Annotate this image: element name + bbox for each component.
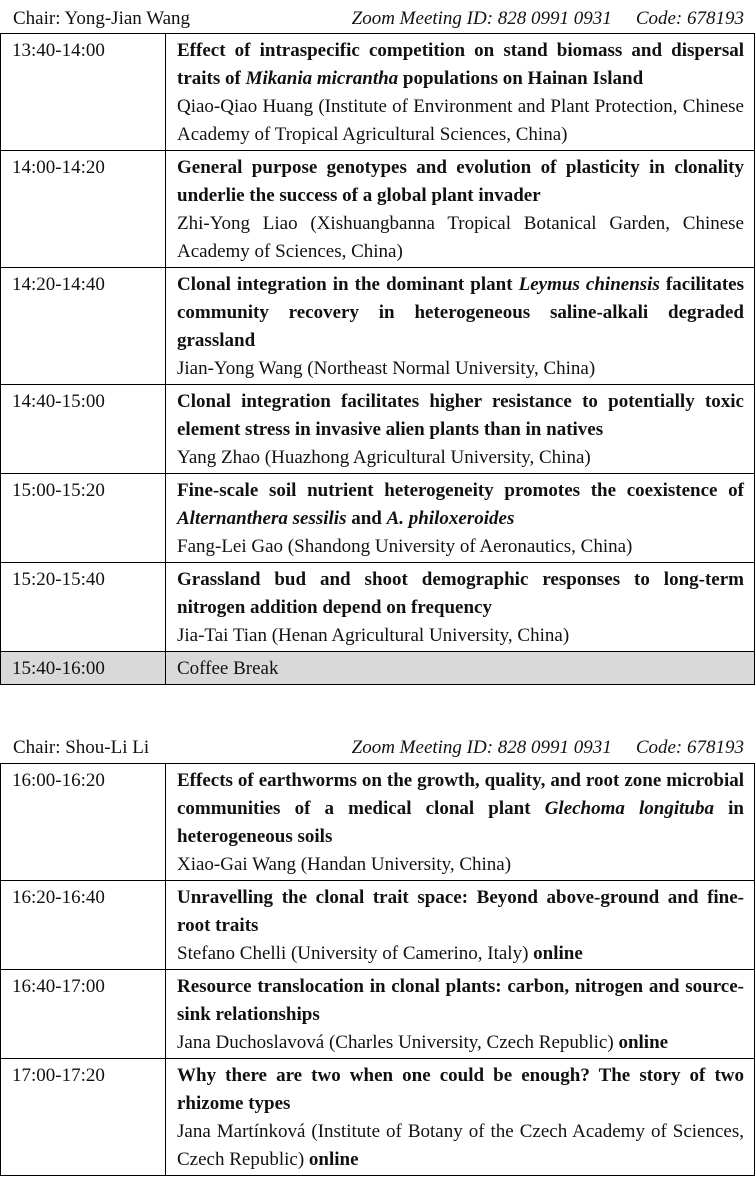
species-name: A. philoxeroides [386,508,515,529]
online-tag: online [533,943,583,964]
speaker [177,1118,744,1174]
speaker: Xiao-Gai Wang (Handan University, China) [177,854,512,875]
talk-title [177,973,744,1029]
species-name: Mikania micrantha [245,68,399,89]
speaker: Jian-Yong Wang (Northeast Normal University, China) [177,358,596,379]
schedule-row [1,970,755,1059]
online-tag: online [308,1149,359,1170]
talk-cell [166,34,755,151]
title-text: Clonal integration in the dominant plant [177,274,519,295]
time-slot: 15:40-16:00 [1,652,166,685]
talk-cell [166,970,755,1059]
title-text: and [346,508,387,529]
speaker: Jia-Tai Tian (Henan Agricultural University, China) [177,625,570,646]
session-1-chair: Chair: Yong-Jian Wang [13,8,191,29]
session-2-zoom-id: Zoom Meeting ID: 828 0991 0931 [351,737,612,758]
time-slot: 16:20-16:40 [1,881,166,970]
schedule-row [1,563,755,652]
time-slot: 14:40-15:00 [1,385,166,474]
title-text: populations on Hainan Island [398,68,644,89]
speaker: Zhi-Yong Liao (Xishuangbanna Tropical Botanical Garden, Chinese Academy of Sciences, China) [177,213,744,262]
title-text: Grassland bud and shoot demographic responses to long-term nitrogen addition depend on frequency [177,569,744,618]
talk-cell [166,881,755,970]
speaker: Yang Zhao (Huazhong Agricultural University, China) [177,447,591,468]
talk-title [177,1062,744,1118]
break-row [1,652,755,685]
title-text: Resource translocation in clonal plants: carbon, nitrogen and source-sink relationships [177,976,744,1025]
species-name: Leymus chinensis [518,274,660,295]
time-slot: 15:20-15:40 [1,563,166,652]
schedule-row [1,474,755,563]
session-1-zoom-info [352,6,744,32]
title-text: Effect of intraspecific competition on stand biomass and dispersal traits of [177,40,744,89]
time-slot: 17:00-17:20 [1,1059,166,1176]
talk-cell [166,385,755,474]
schedule-row [1,1059,755,1176]
talk-title [177,388,744,444]
session-2-chair: Chair: Shou-Li Li [13,737,150,758]
schedule-row [1,385,755,474]
session-2-code: Code: 678193 [635,737,744,758]
session-2-zoom-info [352,735,744,761]
talk-title [177,884,744,940]
time-slot: 16:00-16:20 [1,764,166,881]
session-1-zoom-id: Zoom Meeting ID: 828 0991 0931 [351,8,612,29]
coffee-break-label: Coffee Break [166,652,755,685]
session-2-chair-bar [0,735,756,761]
title-text: Effects of earthworms on the growth, quality, and root zone microbial communities of a medical clonal plant [177,770,744,819]
talk-title [177,566,744,622]
schedule-row [1,881,755,970]
talk-title [177,37,744,93]
session-1-table [0,33,755,685]
speaker-name: Stefano Chelli (University of Camerino, Italy) [177,943,529,964]
time-slot: 15:00-15:20 [1,474,166,563]
schedule-row [1,34,755,151]
speaker-name: Jana Martínková (Institute of Botany of the Czech Academy of Sciences, Czech Republic) [177,1121,744,1170]
time-slot: 13:40-14:00 [1,34,166,151]
speaker: Fang-Lei Gao (Shandong University of Aeronautics, China) [177,536,633,557]
title-text: Why there are two when one could be enough? The story of two rhizome types [177,1065,744,1114]
talk-title [177,767,744,851]
online-tag: online [618,1032,669,1053]
time-slot: 16:40-17:00 [1,970,166,1059]
title-text: Fine-scale soil nutrient heterogeneity promotes the coexistence of [177,480,744,501]
title-text: General purpose genotypes and evolution of plasticity in clonality underlie the success of a global plant invader [177,157,744,206]
title-text: facilitates community recovery in heterogeneous saline-alkali degraded grassland [177,274,745,351]
speaker: Qiao-Qiao Huang (Institute of Environment and Plant Protection, Chinese Academy of Tropical Agricultural Sciences, China) [177,96,744,145]
talk-cell [166,151,755,268]
talk-cell [166,268,755,385]
schedule-row [1,764,755,881]
talk-cell [166,1059,755,1176]
talk-cell [166,563,755,652]
time-slot: 14:00-14:20 [1,151,166,268]
speaker [177,1029,744,1057]
species-name: Alternanthera sessilis [177,508,347,529]
schedule-row [1,151,755,268]
talk-title [177,477,744,533]
speaker-name: Jana Duchoslavová (Charles University, Czech Republic) [177,1032,614,1053]
species-name: Glechoma longituba [544,798,715,819]
session-2-table [0,763,755,1176]
title-text: in heterogeneous soils [177,798,744,847]
title-text: Clonal integration facilitates higher resistance to potentially toxic element stress in invasive alien plants than in natives [177,391,744,440]
time-slot: 14:20-14:40 [1,268,166,385]
talk-cell [166,474,755,563]
talk-title [177,154,744,210]
speaker [177,940,744,968]
title-text: Unravelling the clonal trait space: Beyond above-ground and fine-root traits [177,887,744,936]
talk-title [177,271,744,355]
session-1-code: Code: 678193 [635,8,744,29]
schedule-row [1,268,755,385]
talk-cell [166,764,755,881]
session-1-chair-bar [0,6,756,32]
